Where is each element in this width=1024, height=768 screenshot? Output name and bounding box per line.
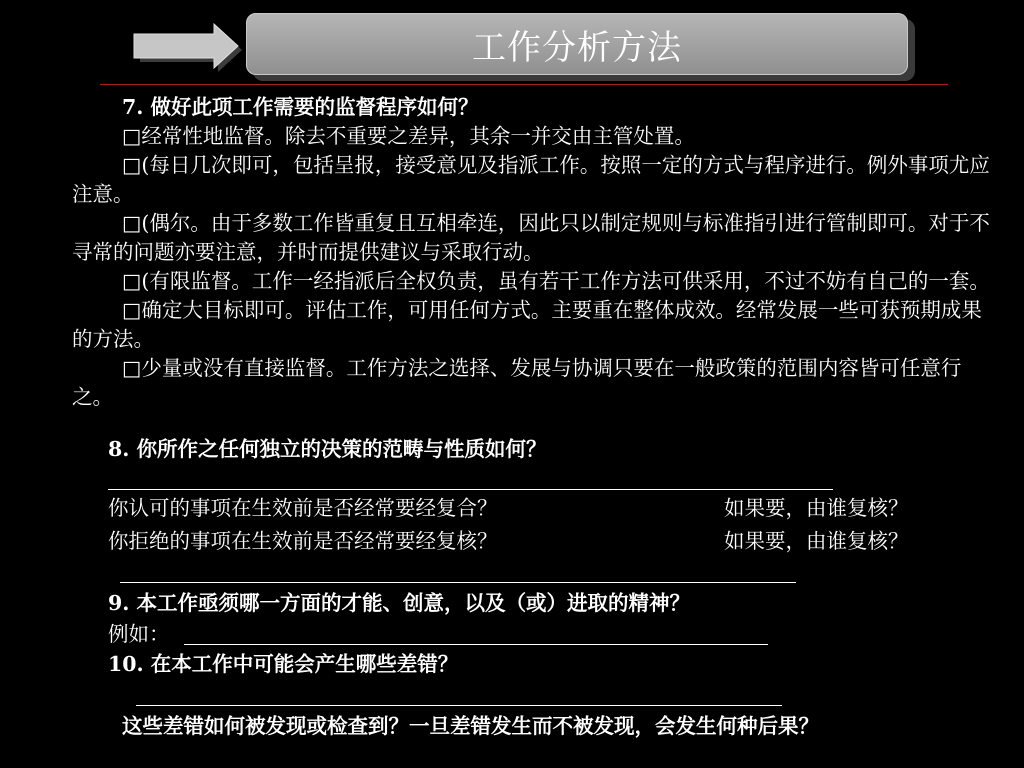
header-divider <box>100 84 948 85</box>
q9-example-label: 例如： <box>108 622 170 646</box>
q8-approve-reviewer: 如果要，由谁复核？ <box>724 496 909 520</box>
q7-question: 7. 做好此项工作需要的监督程序如何？ <box>122 95 479 119</box>
q7-option-1: □经常性地监督。除去不重要之差异，其余一并交由主管处置。 <box>122 124 695 148</box>
question-content <box>72 93 994 412</box>
page-title: 工作分析方法 <box>472 27 682 68</box>
q7-option-6: □少量或没有直接监督。工作方法之选择、发展与协调只要在一般政策的范围内容皆可任意行之。 <box>72 356 962 409</box>
q7-option-3: □(偶尔。由于多数工作皆重复且互相牵连，因此只以制定规则与标准指引进行管制即可。对于不寻常的问题亦要注意，并时而提供建议与采取行动。 <box>72 211 990 264</box>
q8-question: 8. 你所作之任何独立的决策的范畴与性质如何？ <box>108 437 547 461</box>
q10-followup: 这些差错如何被发现或检查到？一旦差错发生而不被发现，会发生何种后果？ <box>122 714 819 738</box>
answer-line-q10 <box>136 705 782 706</box>
q10-followup-block <box>72 712 994 741</box>
q8-reject-reviewer: 如果要，由谁复核？ <box>724 529 909 553</box>
answer-line-q9 <box>184 644 768 645</box>
q8-approve-question: 你认可的事项在生效前是否经常要经复合？ <box>108 496 498 520</box>
q7-option-4: □(有限监督。工作一经指派后全权负责，虽有若干工作方法可供采用，不过不妨有自己的一套。 <box>122 269 990 293</box>
answer-line-q8 <box>108 489 833 490</box>
arrow-right-icon <box>128 20 246 76</box>
q9-question: 9. 本工作亟须哪一方面的才能、创意，以及（或）进取的精神？ <box>108 591 691 615</box>
q7-option-2: □(每日几次即可，包括呈报，接受意见及指派工作。按照一定的方式与程序进行。例外事项尤应注意。 <box>72 153 990 206</box>
q10-question: 10. 在本工作中可能会产生哪些差错？ <box>108 652 459 676</box>
answer-line-q8b <box>120 582 796 583</box>
q7-option-5: □确定大目标即可。评估工作，可用任何方式。主要重在整体成效。经常发展一些可获预期成果的方法。 <box>72 298 982 351</box>
title-banner <box>246 13 908 75</box>
q8-reject-question: 你拒绝的事项在生效前是否经常要经复核？ <box>108 529 498 553</box>
